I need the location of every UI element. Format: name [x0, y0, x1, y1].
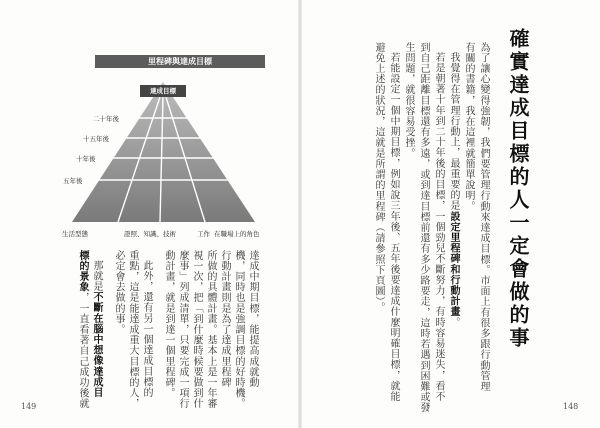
- apex-goal-label: 達成目標: [140, 85, 186, 97]
- text-column: 動計畫，就是到達一個里程碑。: [163, 250, 174, 399]
- text-column: 機，同時也是強調目標的好時機。: [233, 250, 244, 409]
- page-number-right: 148: [563, 402, 579, 411]
- emphasis-text: 標的景象: [77, 250, 88, 293]
- milestone-label-20y: 二十年後: [93, 115, 119, 123]
- text-column: 為了讓心變得強韌，我們要管理行動來達成目標。市面上有很多跟行動管理: [478, 42, 489, 392]
- milestone-label-5y: 五年後: [63, 177, 83, 185]
- text-column: [446, 52, 460, 328]
- text-column: 必定會去做的事。: [113, 250, 124, 335]
- text-column: 麼事」列成清單，只要完成一項行: [177, 250, 188, 409]
- text-column: 達成中期目標，能提高成就動: [247, 250, 258, 388]
- base-label-skills: 證照、知識、技術: [124, 230, 176, 238]
- text-column: 所做的具體計畫。基本上是一年審: [205, 250, 216, 409]
- base-label-work: 工作: [197, 230, 210, 238]
- text-run: 那就是: [91, 260, 102, 292]
- milestone-label-10y: 十年後: [76, 155, 96, 163]
- text-column: [75, 250, 89, 409]
- text-run: ，一直看著自己成功後就: [77, 292, 88, 410]
- text-column: 避免上述的狀況，這就是所謂的里程碑（請參照下頁圖）。: [373, 42, 384, 313]
- book-gutter: [298, 0, 302, 428]
- base-label-lifestyle: 生活型態: [62, 230, 88, 238]
- text-column: 有關的書籍，我在這裡就簡單說明。: [463, 42, 474, 212]
- text-column: 生問題，就很容易受挫。: [403, 42, 414, 159]
- emphasis-text: 不斷在腦中想像達成目: [91, 291, 102, 398]
- text-column: 重點，這是能達成重大目標的人，: [127, 250, 138, 409]
- text-run: 我覺得在管理行動上，最重要的是: [448, 52, 459, 211]
- text-column: 行動計畫則是為了達成里程碑: [219, 250, 230, 388]
- text-column: 若是朝著十年到二十年後的目標，一個勁兒不斷努力，有時容易迷失，看不: [433, 52, 444, 402]
- text-column: 到自己距離目標還有多遠，或到達目標前還有多少路要走，這時若遇到困難或發: [418, 42, 429, 413]
- text-column: 視一次，把「到什麼時候要做到什: [191, 250, 202, 409]
- section-title: 確實達成目標的人一定會做的事: [506, 28, 530, 350]
- text-column: 此外，還有另一個達成目標的: [141, 260, 152, 398]
- milestone-label-15y: 十五年後: [83, 135, 109, 143]
- text-column: 若能設定一個中期目標，例如說三年後、五年後要達成什麼明確目標，就能: [388, 52, 399, 402]
- emphasis-text: 設定里程碑和行動計畫: [448, 211, 459, 317]
- figure-title: 里程碑與達成目標: [148, 57, 212, 66]
- text-run: 。: [448, 317, 459, 328]
- base-label-role: 在職場上的角色: [214, 230, 260, 238]
- page-number-left: 149: [21, 402, 37, 411]
- text-column: [89, 260, 103, 398]
